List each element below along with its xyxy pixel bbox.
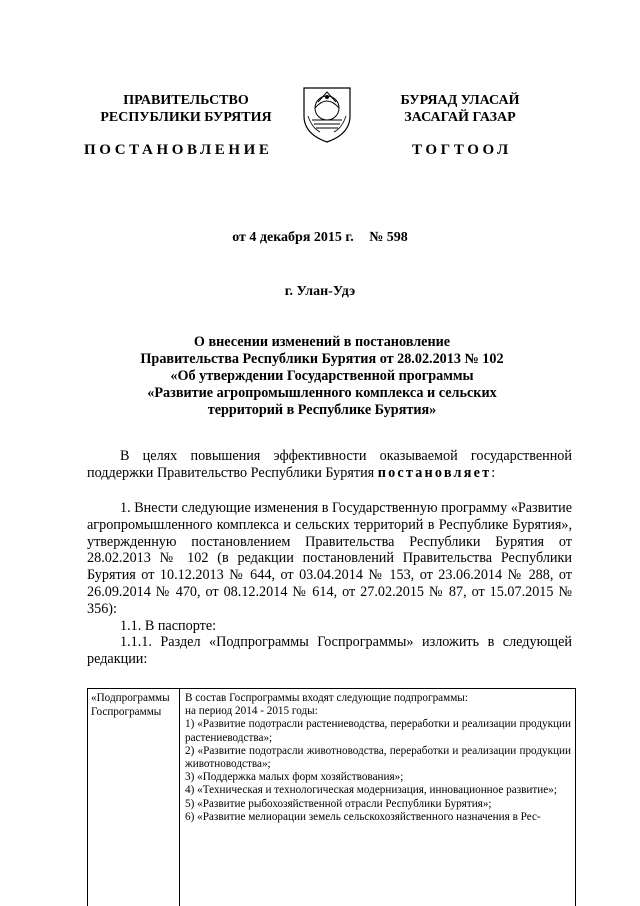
title-line4: «Развитие агропромышленного комплекса и сельских xyxy=(147,385,497,401)
date-number-line xyxy=(0,230,640,246)
issuer-russian-line2: РЕСПУБЛИКИ БУРЯТИЯ xyxy=(100,110,272,125)
preamble-paragraph xyxy=(87,448,572,482)
document-city: г. Улан-Удэ xyxy=(284,284,356,299)
table-line: 3) «Поддержка малых форм хозяйствования»; xyxy=(185,771,404,784)
coat-of-arms-icon xyxy=(298,84,356,144)
title-line3: «Об утверждении Государственной программы xyxy=(170,368,474,384)
item-1: 1. Внести следующие изменения в Государственную программу «Развитие агропромышленного комплекса и сельских территорий в Республике Бурятия», утвержденную постановлением Правительства Республики Бурятия от 28.02.2013 № 102 (в редакции постановлений Правительства Республики Бурятия от 10.12.2013 № 644, от 03.04.2014 № 153, от 23.06.2014 № 288, от 26.09.2014 № 470, от 08.12.2014 № 614, от 27.02.2015 № 87, от 15.07.2015 № 356): xyxy=(87,500,572,617)
document-title xyxy=(110,334,534,419)
resolution-items xyxy=(87,500,572,668)
issuer-russian xyxy=(86,92,286,126)
title-line2: Правительства Республики Бурятия от 28.02.2013 № 102 xyxy=(140,351,504,367)
table-line: на период 2014 - 2015 годы: xyxy=(185,705,318,718)
issuer-buryat-line1: БУРЯАД УЛАСАЙ xyxy=(400,93,520,108)
issuer-russian-line1: ПРАВИТЕЛЬСТВО xyxy=(123,93,249,108)
table-left-cell: «Подпрограммы Госпрограммы xyxy=(88,689,180,906)
title-line1: О внесении изменений в постановление xyxy=(193,334,451,350)
subprograms-table xyxy=(87,688,576,906)
doc-type-russian: ПОСТАНОВЛЕНИЕ xyxy=(84,142,273,158)
title-line5: территорий в Республике Бурятия» xyxy=(207,402,437,418)
table-line: 6) «Развитие мелиорации земель сельскохозяйственного назначения в Рес- xyxy=(185,810,541,823)
preamble-text: В целях повышения эффективности оказываемой государственной поддержки Правительство Республики Бурятия xyxy=(87,448,572,481)
doc-type-buryat: ТОГТООЛ xyxy=(412,142,512,158)
issuer-buryat-line2: ЗАСАГАЙ ГАЗАР xyxy=(404,110,516,125)
table-line: 4) «Техническая и технологическая модернизация, инновационное развитие»; xyxy=(185,784,557,797)
item-1-1: 1.1. В паспорте: xyxy=(120,617,217,634)
preamble-resolves: постановляет xyxy=(377,464,492,481)
item-1-1-1: 1.1.1. Раздел «Подпрограммы Госпрограммы» изложить в следующей редакции: xyxy=(87,634,572,668)
document-date: от 4 декабря 2015 г. xyxy=(232,230,354,245)
table-line: 5) «Развитие рыбохозяйственной отрасли Республики Бурятия»; xyxy=(185,797,492,810)
document-number: № 598 xyxy=(369,230,408,245)
table-line: 2) «Развитие подотрасли животноводства, переработки и реализации продукции животноводства»; xyxy=(185,744,571,771)
table-line: 1) «Развитие подотрасли растениеводства, переработки и реализации продукции растениеводства»; xyxy=(185,718,571,744)
preamble-colon: : xyxy=(491,464,496,481)
issuer-buryat xyxy=(380,92,540,126)
table-line: В состав Госпрограммы входят следующие подпрограммы: xyxy=(185,692,468,704)
table-right-cell xyxy=(181,689,575,824)
